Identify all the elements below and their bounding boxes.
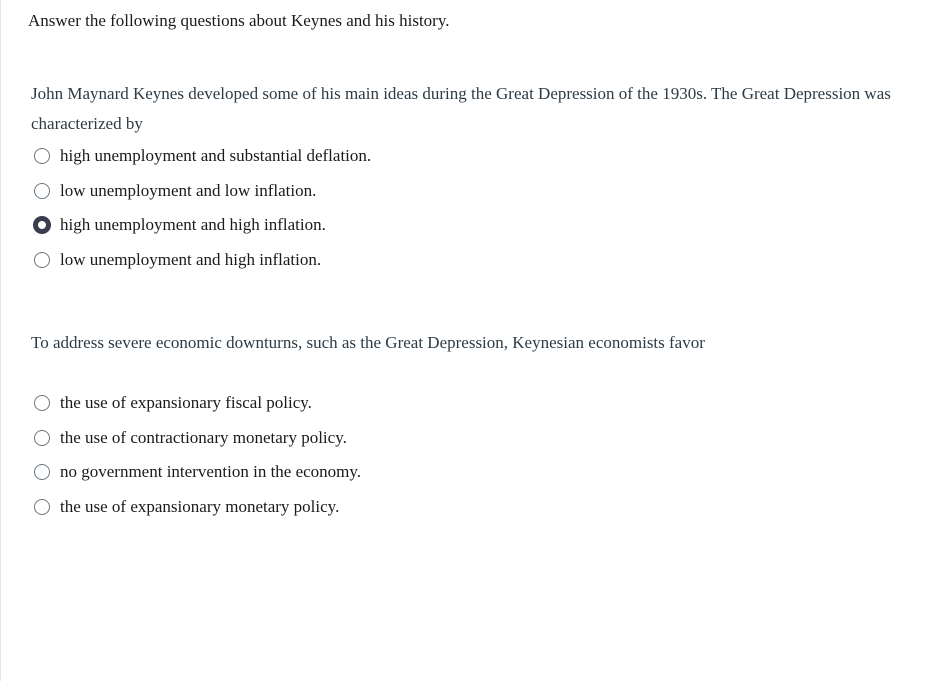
question-1: [31, 79, 921, 277]
radio-button[interactable]: [34, 430, 50, 446]
option-label: high unemployment and high inflation.: [60, 215, 326, 235]
question-2-options: [31, 386, 921, 524]
option-label: high unemployment and substantial deflation.: [60, 146, 372, 166]
option-label: the use of contractionary monetary policy.: [60, 427, 347, 447]
option-label: no government intervention in the economy.: [60, 462, 362, 482]
question-2-option-1[interactable]: [31, 386, 921, 421]
question-2-option-4[interactable]: [31, 490, 921, 525]
radio-button[interactable]: [34, 395, 50, 411]
option-label: low unemployment and high inflation.: [60, 250, 322, 270]
question-2: [31, 328, 921, 524]
instructions-text: Answer the following questions about Keynes and his history.: [28, 11, 450, 30]
radio-button[interactable]: [34, 183, 50, 199]
left-border: [0, 0, 1, 681]
question-2-option-2[interactable]: [31, 421, 921, 456]
radio-button[interactable]: [34, 252, 50, 268]
question-1-option-2[interactable]: [31, 174, 921, 209]
question-1-option-3[interactable]: [31, 208, 921, 243]
radio-button[interactable]: [34, 499, 50, 515]
option-label: the use of expansionary monetary policy.: [60, 497, 340, 517]
question-1-options: [31, 139, 921, 277]
question-1-option-1[interactable]: [31, 139, 921, 174]
option-label: low unemployment and low inflation.: [60, 180, 317, 200]
radio-button[interactable]: [34, 464, 50, 480]
option-label: the use of expansionary fiscal policy.: [60, 393, 312, 413]
question-2-prompt: To address severe economic downturns, such as the Great Depression, Keynesian economists favor: [31, 333, 705, 352]
radio-button-selected[interactable]: [33, 216, 51, 234]
radio-button[interactable]: [34, 148, 50, 164]
question-1-option-4[interactable]: [31, 243, 921, 278]
question-2-option-3[interactable]: [31, 455, 921, 490]
question-1-prompt: John Maynard Keynes developed some of his main ideas during the Great Depression of the 1930s. The Great Depression was characterized by: [31, 84, 891, 133]
